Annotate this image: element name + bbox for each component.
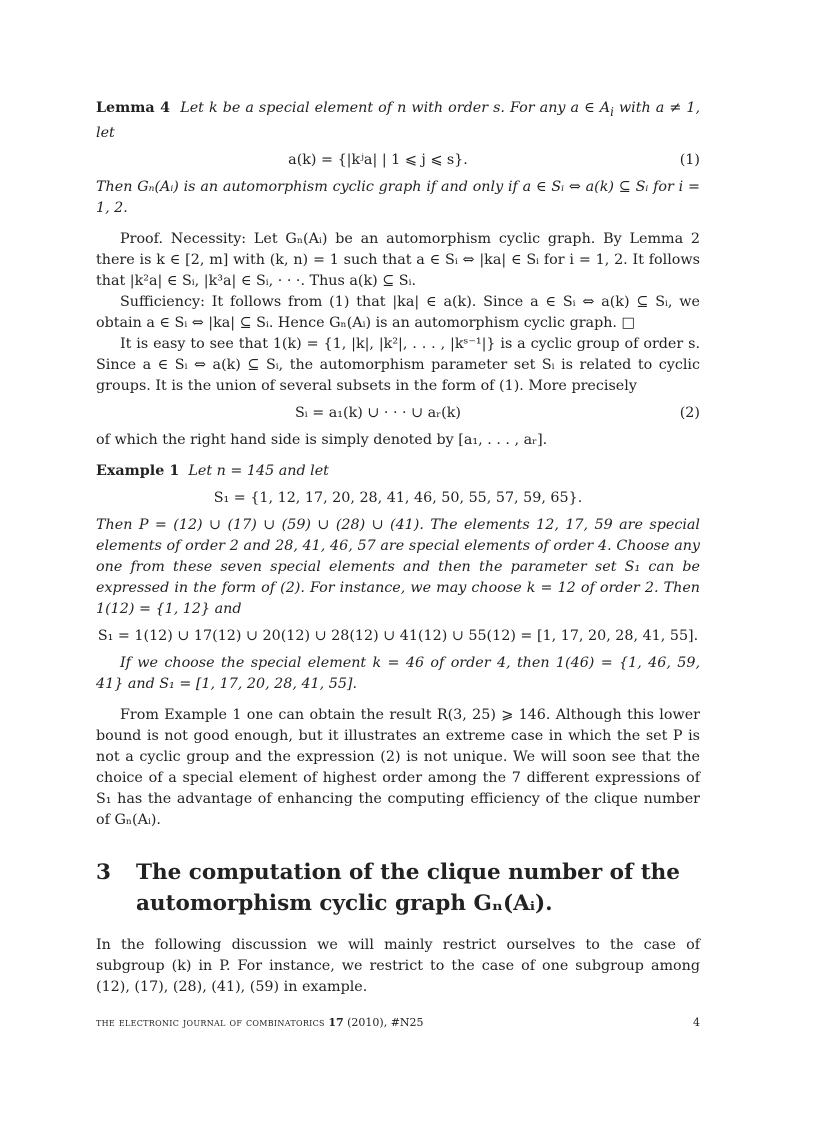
proof-necessity: Proof. Necessity: Let Gₙ(Aᵢ) be an automorphism cyclic graph. By Lemma 2 there is k ∈ [2, m] with (k, n) = 1 such that a ∈ Sᵢ ⇔ |ka| ∈ Sᵢ for i = 1, 2. It follows that |k²a| ∈ Sᵢ, |k³a| ∈ Sᵢ, · · ·. Thus a(k) ⊆ Sᵢ.	[96, 230, 700, 289]
proof-remark: It is easy to see that 1(k) = {1, |k|, |k²|, . . . , |kˢ⁻¹|} is a cyclic group of order s. Since a ∈ Sᵢ ⇔ a(k) ⊆ Sᵢ, the automorphism parameter set Sᵢ is related to cyclic groups. It is the union of several subsets in the form of (1). More precisely	[96, 335, 700, 394]
paper-page	[96, 98, 700, 998]
page-number: 4	[693, 1016, 700, 1029]
example-body: Then P = (12) ∪ (17) ∪ (59) ∪ (28) ∪ (41). The elements 12, 17, 59 are special elements of order 2 and 28, 41, 46, 57 are special elements of order 4. Choose any one from these seven special elements and then the parameter set S₁ can be expressed in the form of (2). For instance, we may choose k = 12 of order 2. Then 1(12) = {1, 12} and	[96, 516, 700, 617]
after-equation-2: of which the right hand side is simply denoted by [a₁, . . . , aᵣ].	[96, 431, 548, 448]
equation-2	[96, 403, 700, 424]
section-heading	[96, 857, 700, 919]
lemma-statement	[96, 98, 700, 144]
equation-2-body: Sᵢ = a₁(k) ∪ · · · ∪ aᵣ(k)	[295, 404, 461, 421]
example-set-body: S₁ = {1, 12, 17, 20, 28, 41, 46, 50, 55, 57, 59, 65}.	[213, 489, 583, 506]
section-paragraph: In the following discussion we will mainly restrict ourselves to the case of subgroup (k) in P. For instance, we restrict to the case of one subgroup among (12), (17), (28), (41), (59) in example.	[96, 936, 700, 995]
example-union	[96, 626, 700, 647]
lemma-conclusion: Then Gₙ(Aᵢ) is an automorphism cyclic graph if and only if a ∈ Sᵢ ⇔ a(k) ⊆ Sᵢ for i = 1, 2.	[96, 178, 700, 216]
equation-1-body: a(k) = {|kʲa| | 1 ⩽ j ⩽ s}.	[288, 151, 468, 168]
example-alternative: If we choose the special element k = 46 of order 4, then 1(46) = {1, 46, 59, 41} and S₁ = [1, 17, 20, 28, 41, 55].	[96, 654, 700, 692]
equation-1-number: (1)	[679, 151, 700, 168]
section-title: The computation of the clique number of the automorphism cyclic graph Gₙ(Aᵢ).	[136, 859, 680, 916]
section-number: 3	[96, 859, 111, 885]
page-footer	[96, 1016, 700, 1029]
equation-1	[96, 150, 700, 171]
example-heading	[96, 461, 700, 482]
lemma-text: Let k be a special element of n with order s. For any a ∈ $A_i$ with a ≠ 1, let	[96, 100, 701, 141]
journal-citation: the electronic journal of combinatorics 17 (2010), #N25	[96, 1016, 424, 1029]
proof-sufficiency: Sufficiency: It follows from (1) that |ka| ∈ a(k). Since a ∈ Sᵢ ⇔ a(k) ⊆ Sᵢ, we obtain a ∈ Sᵢ ⇔ |ka| ⊆ Sᵢ. Hence Gₙ(Aᵢ) is an automorphism cyclic graph. □	[96, 293, 700, 331]
lemma-label: Lemma 4	[96, 100, 171, 116]
example-intro: Let n = 145 and let	[188, 462, 329, 479]
example-label: Example 1	[96, 462, 180, 479]
example-union-body: S₁ = 1(12) ∪ 17(12) ∪ 20(12) ∪ 28(12) ∪ 41(12) ∪ 55(12) = [1, 17, 20, 28, 41, 55].	[97, 627, 699, 644]
discussion-paragraph: From Example 1 one can obtain the result R(3, 25) ⩾ 146. Although this lower bound is not good enough, but it illustrates an extreme case in which the set P is not a cyclic group and the expression (2) is not unique. We will soon see that the choice of a special element of highest order among the 7 different expressions of S₁ has the advantage of enhancing the computing efficiency of the clique number of Gₙ(Aᵢ).	[96, 706, 700, 828]
example-set	[96, 488, 700, 509]
equation-2-number: (2)	[679, 404, 700, 421]
